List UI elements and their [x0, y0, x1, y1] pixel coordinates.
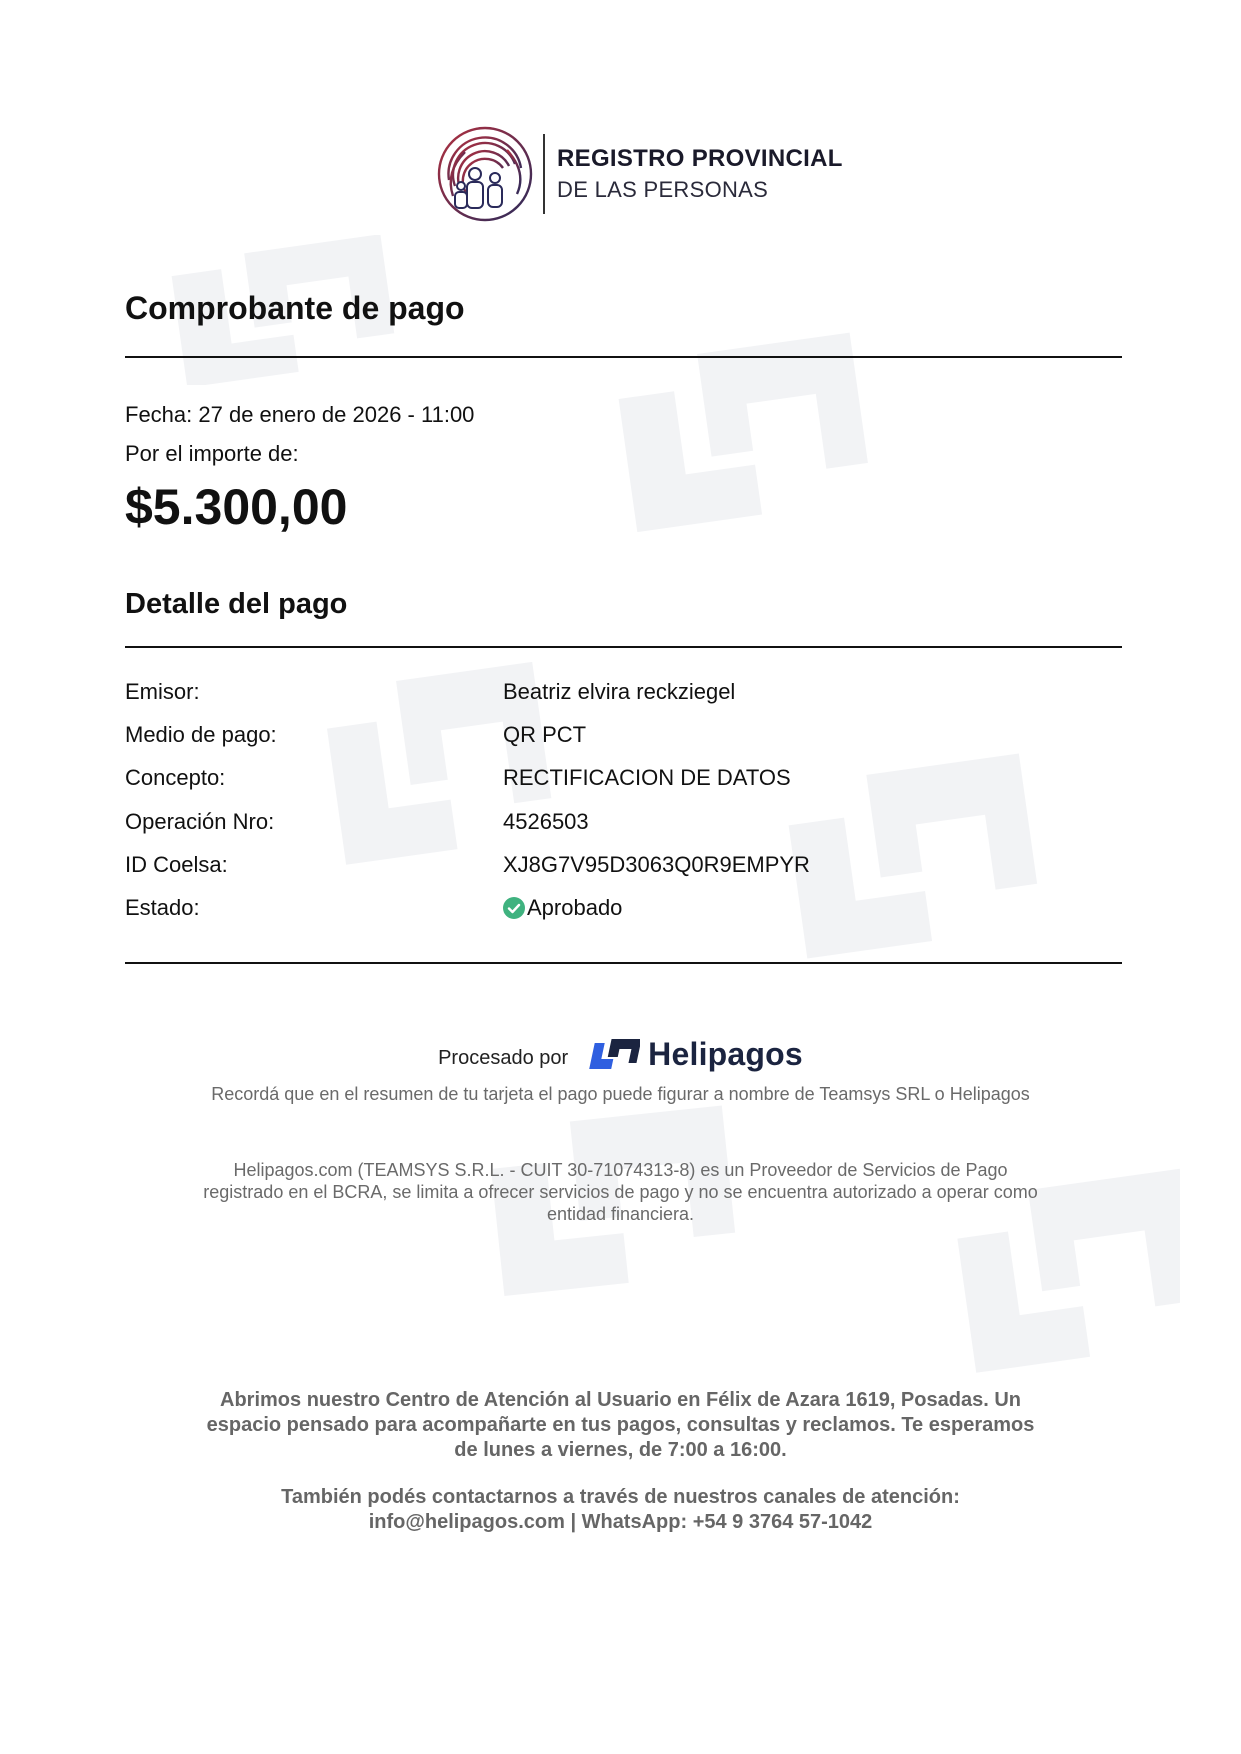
detail-row-operacion: [125, 809, 1122, 849]
processed-by-label: Procesado por: [438, 1047, 569, 1069]
detail-title: Detalle del pago: [125, 588, 348, 620]
payment-date: Fecha: 27 de enero de 2026 - 11:00: [125, 402, 475, 427]
detail-row-concepto: [125, 765, 1122, 805]
helipagos-logo-icon: [588, 1037, 640, 1073]
status-badge: Aprobado: [527, 895, 623, 920]
detail-label: Medio de pago:: [125, 722, 277, 747]
detail-value: Beatriz elvira reckziegel: [503, 679, 736, 704]
detail-value: RECTIFICACION DE DATOS: [503, 765, 791, 790]
fingerprint-family-icon: [435, 124, 535, 224]
amount-label: Por el importe de:: [125, 441, 299, 466]
page-title: Comprobante de pago: [125, 290, 465, 326]
check-circle-icon: [503, 897, 525, 919]
detail-row-id-coelsa: [125, 852, 1122, 892]
processed-by: [0, 1036, 1241, 1073]
detail-label: Estado:: [125, 895, 200, 920]
registro-provincial-logo: [435, 124, 843, 224]
divider: [125, 646, 1122, 648]
detail-value: XJ8G7V95D3063Q0R9EMPYR: [503, 852, 810, 877]
logo-line-1: REGISTRO PROVINCIAL: [557, 145, 843, 172]
card-statement-note: Recordá que en el resumen de tu tarjeta el pago puede figurar a nombre de Teamsys SRL o Helipagos: [211, 1084, 1030, 1104]
detail-row-emisor: [125, 679, 1122, 719]
service-center-info: Abrimos nuestro Centro de Atención al Usuario en Félix de Azara 1619, Posadas. Un espacio pensado para acompañarte en tus pagos, consultas y reclamos. Te esperamos de lunes a viernes, de 7:00 a 16:00.: [206, 1389, 1035, 1461]
divider: [125, 962, 1122, 964]
helipagos-brand: Helipagos: [648, 1036, 803, 1072]
amount-value: $5.300,00: [125, 479, 348, 535]
detail-value: QR PCT: [503, 722, 587, 747]
detail-label: Concepto:: [125, 765, 226, 790]
divider: [125, 356, 1122, 358]
logo-separator: [543, 134, 545, 214]
contact-info: También podés contactarnos a través de nuestros canales de atención: info@helipagos.com | WhatsApp: +54 9 3764 57-1042: [281, 1486, 960, 1533]
legal-disclaimer: Helipagos.com (TEAMSYS S.R.L. - CUIT 30-71074313-8) es un Proveedor de Servicios de Pago registrado en el BCRA, se limita a ofrecer servicios de pago y no se encuentra autorizado a operar como entidad financiera.: [203, 1160, 1038, 1224]
detail-row-estado: [125, 895, 1122, 935]
detail-row-medio-de-pago: [125, 722, 1122, 762]
detail-label: Emisor:: [125, 679, 200, 704]
status-value: [503, 895, 622, 921]
detail-value: 4526503: [503, 809, 589, 834]
detail-label: ID Coelsa:: [125, 852, 228, 877]
detail-label: Operación Nro:: [125, 809, 275, 834]
logo-text: [557, 145, 843, 203]
logo-line-2: DE LAS PERSONAS: [557, 177, 769, 202]
